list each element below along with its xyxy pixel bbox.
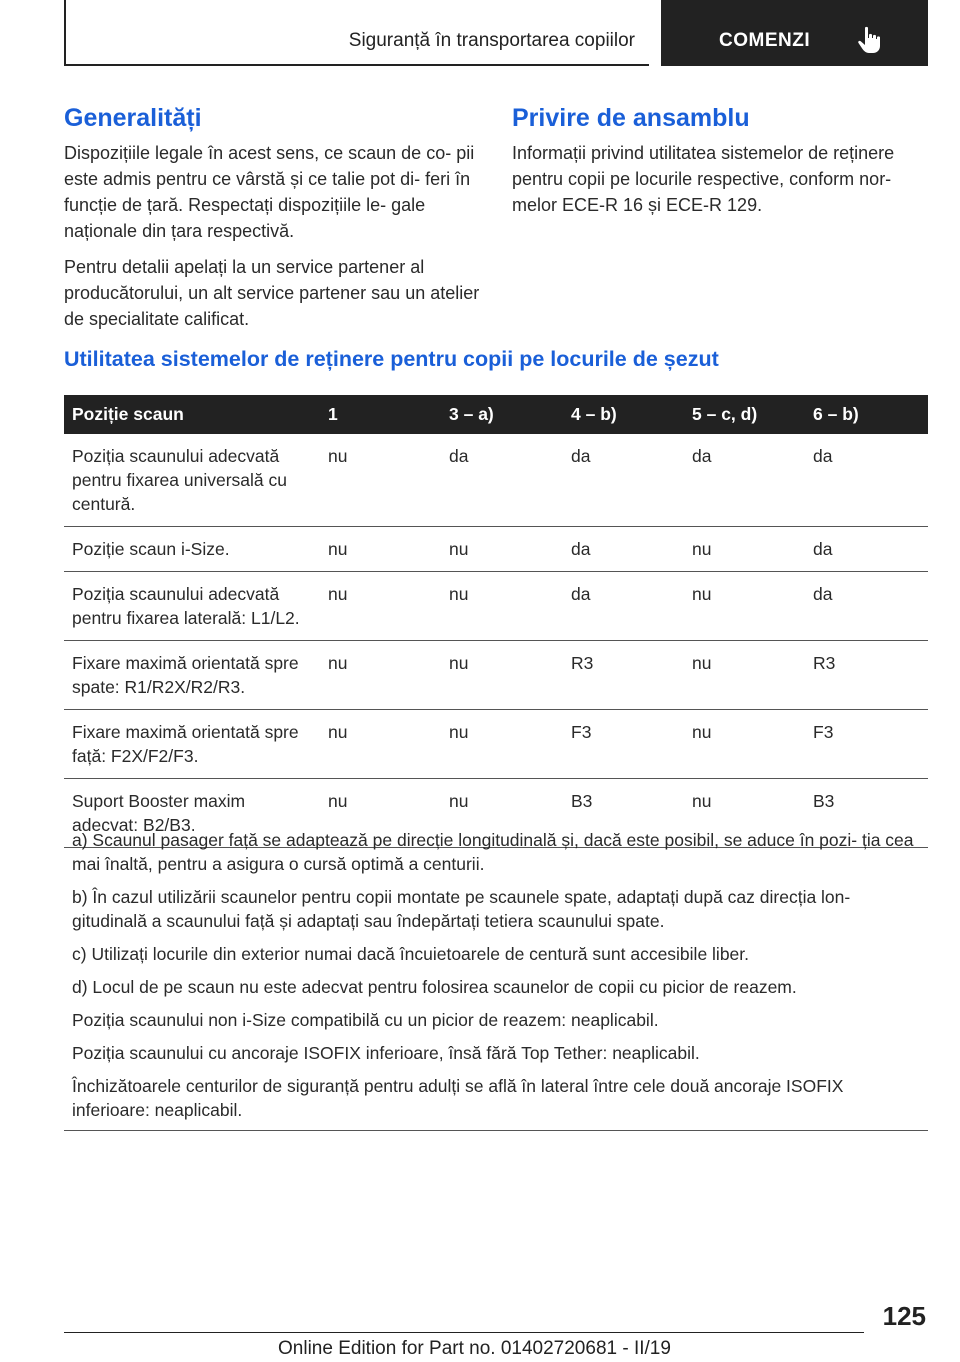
table-cell: nu [441,779,563,848]
column-header: 1 [320,395,441,434]
seat-suitability-table [64,395,928,848]
table-cell: nu [320,710,441,779]
table-cell: da [563,527,684,572]
table-cell: R3 [563,641,684,710]
table-cell: da [805,527,928,572]
footnote: d) Locul de pe scaun nu este adecvat pentru folosirea scaunelor de copii cu picior de reazem. [72,977,797,997]
table-cell: Poziția scaunului adecvată pentru fixarea universală cu centură. [64,434,320,527]
general-section [64,102,480,342]
overview-heading: Privire de ansamblu [512,104,750,132]
table-cell: B3 [563,779,684,848]
table-cell: nu [684,527,805,572]
table-cell: nu [441,572,563,641]
table-cell: nu [320,572,441,641]
table-cell: F3 [563,710,684,779]
table-cell: da [563,434,684,527]
footnote: Închizătoarele centurilor de siguranță pentru adulți se află în lateral între cele două ancoraje ISOFIX inferioare: neaplicabil. [72,1076,844,1120]
table-cell: Fixare maximă orientată spre față: F2X/F2/F3. [64,710,320,779]
table-cell: B3 [805,779,928,848]
pointing-hand-icon [857,26,883,54]
page-number: 125 [882,1301,926,1331]
footnote: Poziția scaunului cu ancoraje ISOFIX inferioare, însă fără Top Tether: neaplicabil. [72,1043,700,1063]
table-cell: nu [320,527,441,572]
table-cell: nu [684,779,805,848]
table-cell: da [441,434,563,527]
header-title-box [64,0,649,66]
table-row [64,572,928,641]
table-section-title: Utilitatea sistemelor de reținere pentru copii pe locurile de șezut [64,347,719,371]
table-cell: nu [441,641,563,710]
table-cell: F3 [805,710,928,779]
table-header-row [64,395,928,434]
tab-comenzi-label: COMENZI [719,30,811,51]
table-footnotes [64,823,928,1131]
footnote: b) În cazul utilizării scaunelor pentru copii montate pe scaunele spate, adaptați după caz direcția lon‐ gitudinală a scaunului față și adaptați sau îndepărtați tetiera scaunului spate. [72,887,851,931]
footnote: Poziția scaunului non i-Size compatibilă cu un picior de reazem: neaplicabil. [72,1010,659,1030]
table-cell: R3 [805,641,928,710]
table-cell: nu [684,710,805,779]
table-row [64,710,928,779]
overview-section [512,102,928,228]
table-row [64,641,928,710]
table-cell: nu [320,641,441,710]
table-cell: Poziția scaunului adecvată pentru fixarea laterală: L1/L2. [64,572,320,641]
table-cell: da [805,434,928,527]
table-cell: da [563,572,684,641]
table-row [64,527,928,572]
column-header: 6 – b) [805,395,928,434]
table-cell: nu [320,779,441,848]
tab-comenzi[interactable] [661,0,928,66]
table-cell: nu [684,641,805,710]
footnote: c) Utilizați locurile din exterior numai dacă încuietoarele de centură sunt accesibile liber. [72,944,750,964]
column-header: 5 – c, d) [684,395,805,434]
column-header: 3 – a) [441,395,563,434]
table-cell: nu [441,710,563,779]
overview-paragraph: Informații privind utilitatea sistemelor de reținere pentru copii pe locurile respective, conform nor‐ melor ECE-R 16 și ECE-R 129. [512,143,895,215]
footer-divider [64,1332,864,1333]
table-cell: da [805,572,928,641]
table-cell: Suport Booster maxim adecvat: B2/B3. [64,779,320,848]
edition-text: Online Edition for Part no. 01402720681 - II/19 [278,1338,671,1359]
table-cell: nu [320,434,441,527]
general-paragraph: Dispozițiile legale în acest sens, ce scaun de co‐ pii este admis pentru ce vârstă și ce talie pot di‐ feri în funcție de țară. Respectați dispozițiile le‐ gale naționale din țara respectivă. [64,143,475,241]
chapter-title: Siguranță în transportarea copiilor [348,30,635,51]
table-cell: nu [684,572,805,641]
table-cell: Fixare maximă orientată spre spate: R1/R2X/R2/R3. [64,641,320,710]
table-row [64,434,928,527]
column-header: 4 – b) [563,395,684,434]
general-paragraph: Pentru detalii apelați la un service partener al producătorului, un alt service partener sau un atelier de specialitate calificat. [64,257,480,329]
table-cell: da [684,434,805,527]
footnote: a) Scaunul pasager față se adaptează pe direcție longitudinală și, dacă este posibil, se aduce în pozi‐ ția cea mai înaltă, pentru a asigura o cursă optimă a centurii. [72,830,914,874]
general-heading: Generalități [64,104,202,132]
column-header: Poziție scaun [64,395,320,434]
table-cell: nu [441,527,563,572]
page-header [64,0,928,66]
table-cell: Poziție scaun i-Size. [64,527,320,572]
